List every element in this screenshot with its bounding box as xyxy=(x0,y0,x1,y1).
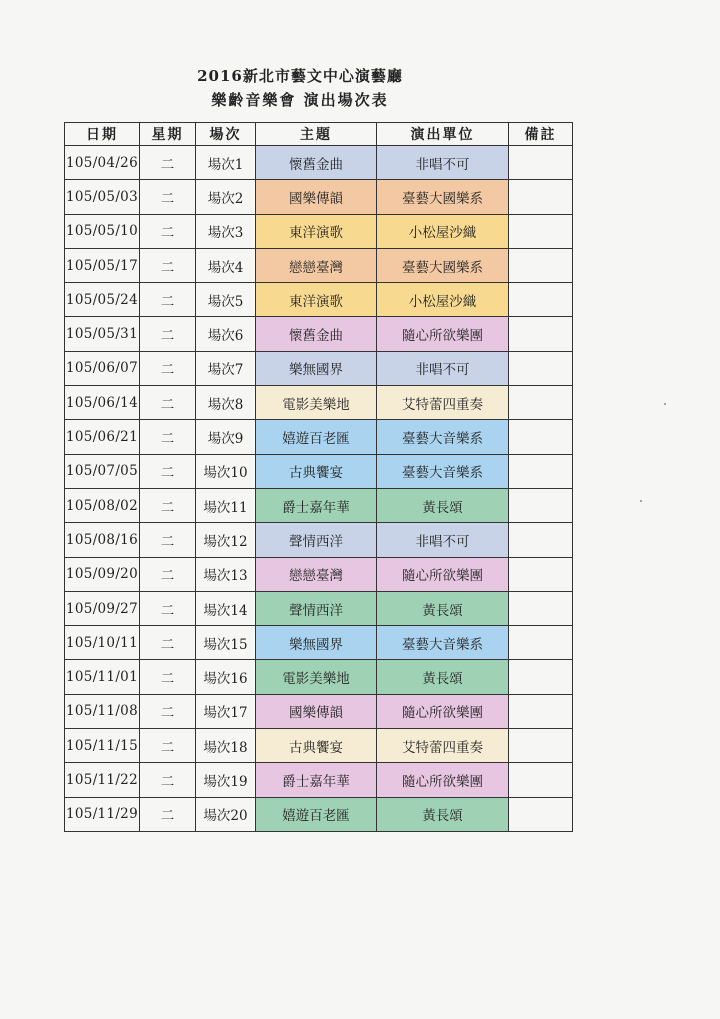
table-row xyxy=(65,214,573,248)
theme-cell: 爵士嘉年華 xyxy=(256,488,377,522)
date-cell: 105/08/16 xyxy=(65,523,140,557)
session-cell: 場次2 xyxy=(196,180,256,214)
weekday-cell: 二 xyxy=(140,729,196,763)
table-row xyxy=(65,694,573,728)
notes-cell xyxy=(509,488,573,522)
date-cell: 105/08/02 xyxy=(65,488,140,522)
session-cell: 場次20 xyxy=(196,797,256,831)
notes-cell xyxy=(509,248,573,282)
table-row xyxy=(65,248,573,282)
date-cell: 105/05/31 xyxy=(65,317,140,351)
table-row xyxy=(65,317,573,351)
performer-cell: 黃長頌 xyxy=(377,488,509,522)
table-row xyxy=(65,146,573,180)
scan-speck xyxy=(664,403,666,405)
session-cell: 場次10 xyxy=(196,454,256,488)
performer-cell: 臺藝大國樂系 xyxy=(377,248,509,282)
table-row xyxy=(65,488,573,522)
weekday-cell: 二 xyxy=(140,626,196,660)
session-cell: 場次9 xyxy=(196,420,256,454)
notes-cell xyxy=(509,591,573,625)
session-cell: 場次13 xyxy=(196,557,256,591)
theme-cell: 東洋演歌 xyxy=(256,214,377,248)
performer-cell: 臺藝大音樂系 xyxy=(377,454,509,488)
date-cell: 105/11/08 xyxy=(65,694,140,728)
table-row xyxy=(65,386,573,420)
performer-cell: 非唱不可 xyxy=(377,523,509,557)
table-row xyxy=(65,626,573,660)
performer-cell: 小松屋沙織 xyxy=(377,214,509,248)
notes-cell xyxy=(509,694,573,728)
weekday-cell: 二 xyxy=(140,797,196,831)
theme-cell: 戀戀臺灣 xyxy=(256,557,377,591)
performer-cell: 臺藝大音樂系 xyxy=(377,420,509,454)
session-cell: 場次16 xyxy=(196,660,256,694)
notes-cell xyxy=(509,797,573,831)
column-header-performer: 演出單位 xyxy=(377,123,509,146)
notes-cell xyxy=(509,283,573,317)
session-cell: 場次5 xyxy=(196,283,256,317)
date-cell: 105/05/17 xyxy=(65,248,140,282)
date-cell: 105/09/20 xyxy=(65,557,140,591)
session-cell: 場次19 xyxy=(196,763,256,797)
notes-cell xyxy=(509,454,573,488)
weekday-cell: 二 xyxy=(140,591,196,625)
table-header-row xyxy=(65,123,573,146)
page-title: 2016新北市藝文中心演藝廳 xyxy=(197,67,403,85)
theme-cell: 嬉遊百老匯 xyxy=(256,797,377,831)
session-cell: 場次8 xyxy=(196,386,256,420)
weekday-cell: 二 xyxy=(140,146,196,180)
notes-cell xyxy=(509,763,573,797)
performer-cell: 隨心所欲樂團 xyxy=(377,317,509,351)
column-header-theme: 主題 xyxy=(256,123,377,146)
date-cell: 105/10/11 xyxy=(65,626,140,660)
weekday-cell: 二 xyxy=(140,180,196,214)
page-subtitle: 樂齡音樂會 演出場次表 xyxy=(211,91,389,109)
date-cell: 105/09/27 xyxy=(65,591,140,625)
date-cell: 105/11/29 xyxy=(65,797,140,831)
weekday-cell: 二 xyxy=(140,763,196,797)
table-row xyxy=(65,420,573,454)
column-header-date: 日期 xyxy=(65,123,140,146)
weekday-cell: 二 xyxy=(140,214,196,248)
performer-cell: 隨心所欲樂團 xyxy=(377,763,509,797)
weekday-cell: 二 xyxy=(140,248,196,282)
theme-cell: 樂無國界 xyxy=(256,626,377,660)
session-cell: 場次4 xyxy=(196,248,256,282)
performer-cell: 隨心所欲樂團 xyxy=(377,557,509,591)
theme-cell: 懷舊金曲 xyxy=(256,317,377,351)
theme-cell: 國樂傳韻 xyxy=(256,180,377,214)
theme-cell: 古典饗宴 xyxy=(256,454,377,488)
theme-cell: 國樂傳韻 xyxy=(256,694,377,728)
notes-cell xyxy=(509,420,573,454)
table-row xyxy=(65,454,573,488)
session-cell: 場次17 xyxy=(196,694,256,728)
performer-cell: 隨心所欲樂團 xyxy=(377,694,509,728)
weekday-cell: 二 xyxy=(140,557,196,591)
weekday-cell: 二 xyxy=(140,386,196,420)
notes-cell xyxy=(509,146,573,180)
schedule-table xyxy=(64,122,573,832)
performer-cell: 非唱不可 xyxy=(377,351,509,385)
notes-cell xyxy=(509,660,573,694)
date-cell: 105/05/03 xyxy=(65,180,140,214)
schedule-rows xyxy=(65,146,573,832)
notes-cell xyxy=(509,180,573,214)
theme-cell: 古典饗宴 xyxy=(256,729,377,763)
date-cell: 105/07/05 xyxy=(65,454,140,488)
column-header-session: 場次 xyxy=(196,123,256,146)
table-row xyxy=(65,660,573,694)
notes-cell xyxy=(509,214,573,248)
session-cell: 場次1 xyxy=(196,146,256,180)
date-cell: 105/04/26 xyxy=(65,146,140,180)
performer-cell: 小松屋沙織 xyxy=(377,283,509,317)
table-row xyxy=(65,729,573,763)
theme-cell: 電影美樂地 xyxy=(256,386,377,420)
session-cell: 場次14 xyxy=(196,591,256,625)
table-row xyxy=(65,180,573,214)
date-cell: 105/06/07 xyxy=(65,351,140,385)
weekday-cell: 二 xyxy=(140,420,196,454)
performer-cell: 黃長頌 xyxy=(377,797,509,831)
session-cell: 場次7 xyxy=(196,351,256,385)
session-cell: 場次18 xyxy=(196,729,256,763)
theme-cell: 聲情西洋 xyxy=(256,523,377,557)
weekday-cell: 二 xyxy=(140,523,196,557)
theme-cell: 東洋演歌 xyxy=(256,283,377,317)
weekday-cell: 二 xyxy=(140,317,196,351)
table-row xyxy=(65,351,573,385)
theme-cell: 嬉遊百老匯 xyxy=(256,420,377,454)
weekday-cell: 二 xyxy=(140,660,196,694)
table-row xyxy=(65,557,573,591)
weekday-cell: 二 xyxy=(140,454,196,488)
date-cell: 105/11/15 xyxy=(65,729,140,763)
notes-cell xyxy=(509,351,573,385)
table-row xyxy=(65,797,573,831)
column-header-notes: 備註 xyxy=(509,123,573,146)
theme-cell: 戀戀臺灣 xyxy=(256,248,377,282)
performer-cell: 黃長頌 xyxy=(377,660,509,694)
date-cell: 105/05/24 xyxy=(65,283,140,317)
weekday-cell: 二 xyxy=(140,283,196,317)
session-cell: 場次11 xyxy=(196,488,256,522)
performer-cell: 非唱不可 xyxy=(377,146,509,180)
performer-cell: 黃長頌 xyxy=(377,591,509,625)
table-row xyxy=(65,523,573,557)
notes-cell xyxy=(509,729,573,763)
column-header-weekday: 星期 xyxy=(140,123,196,146)
theme-cell: 聲情西洋 xyxy=(256,591,377,625)
weekday-cell: 二 xyxy=(140,488,196,522)
notes-cell xyxy=(509,626,573,660)
session-cell: 場次6 xyxy=(196,317,256,351)
notes-cell xyxy=(509,557,573,591)
date-cell: 105/06/14 xyxy=(65,386,140,420)
table-row xyxy=(65,591,573,625)
date-cell: 105/11/01 xyxy=(65,660,140,694)
theme-cell: 懷舊金曲 xyxy=(256,146,377,180)
notes-cell xyxy=(509,386,573,420)
theme-cell: 電影美樂地 xyxy=(256,660,377,694)
performer-cell: 艾特蕾四重奏 xyxy=(377,729,509,763)
date-cell: 105/11/22 xyxy=(65,763,140,797)
session-cell: 場次15 xyxy=(196,626,256,660)
date-cell: 105/05/10 xyxy=(65,214,140,248)
performer-cell: 臺藝大國樂系 xyxy=(377,180,509,214)
table-row xyxy=(65,283,573,317)
date-cell: 105/06/21 xyxy=(65,420,140,454)
weekday-cell: 二 xyxy=(140,351,196,385)
table-row xyxy=(65,763,573,797)
performer-cell: 艾特蕾四重奏 xyxy=(377,386,509,420)
theme-cell: 樂無國界 xyxy=(256,351,377,385)
scan-speck xyxy=(640,500,642,502)
notes-cell xyxy=(509,523,573,557)
theme-cell: 爵士嘉年華 xyxy=(256,763,377,797)
weekday-cell: 二 xyxy=(140,694,196,728)
session-cell: 場次3 xyxy=(196,214,256,248)
notes-cell xyxy=(509,317,573,351)
performer-cell: 臺藝大音樂系 xyxy=(377,626,509,660)
session-cell: 場次12 xyxy=(196,523,256,557)
